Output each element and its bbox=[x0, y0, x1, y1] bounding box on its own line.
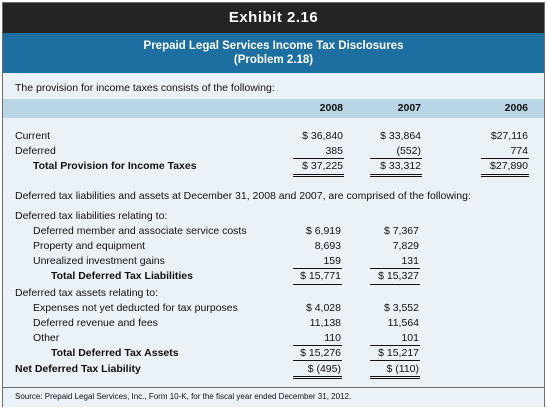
total-liabilities-2007: $ 15,327 bbox=[378, 270, 419, 282]
source-footer bbox=[3, 387, 544, 407]
provision-intro: The provision for income taxes consists of the following: bbox=[15, 82, 275, 94]
asset-row-label: Other bbox=[33, 332, 60, 344]
asset-row-2008: $ 4,028 bbox=[305, 302, 341, 314]
current-label: Current bbox=[15, 130, 51, 142]
total-rule-2008 bbox=[293, 174, 344, 177]
liabilities-subtotal-rule-2008 bbox=[293, 268, 342, 269]
deferred-2007: (552) bbox=[396, 145, 421, 157]
total-liabilities-label: Total Deferred Tax Liabilities bbox=[51, 270, 193, 282]
net-liability-label: Net Deferred Tax Liability bbox=[15, 363, 141, 375]
deferred-2008: 385 bbox=[325, 145, 343, 157]
subtitle-line-2: (Problem 2.18) bbox=[233, 54, 314, 66]
total-provision-label: Total Provision for Income Taxes bbox=[33, 160, 197, 172]
current-2006: $27,116 bbox=[490, 130, 528, 142]
assets-total-rule-2008 bbox=[293, 360, 342, 361]
deferred-label: Deferred bbox=[15, 145, 56, 157]
exhibit-subtitle bbox=[3, 33, 544, 73]
net-liability-2008: $ (495) bbox=[307, 363, 341, 375]
liability-row-2008: $ 6,919 bbox=[305, 225, 341, 237]
current-2008: $ 36,840 bbox=[302, 130, 343, 142]
total-assets-label: Total Deferred Tax Assets bbox=[51, 347, 179, 359]
liability-row-2007: 131 bbox=[401, 255, 419, 267]
liability-row-2008: 8,693 bbox=[314, 240, 341, 252]
liabilities-subtotal-rule-2007 bbox=[370, 268, 420, 269]
net-liability-2007: $ (110) bbox=[386, 363, 419, 375]
year-header-row bbox=[3, 99, 544, 118]
total-assets-2008: $ 15,276 bbox=[300, 347, 341, 359]
asset-row-label: Expenses not yet deducted for tax purposes bbox=[33, 302, 238, 314]
asset-row-2007: 11,564 bbox=[387, 317, 419, 329]
exhibit-panel bbox=[2, 2, 545, 407]
subtitle-line-1: Prepaid Legal Services Income Tax Disclosures bbox=[143, 40, 404, 52]
asset-row-label: Deferred revenue and fees bbox=[33, 317, 158, 329]
net-total-rule-2008 bbox=[293, 376, 342, 379]
total-rule-2006 bbox=[481, 174, 529, 177]
total-provision-2007: $ 33,312 bbox=[380, 160, 421, 172]
total-rule-2007 bbox=[370, 174, 422, 177]
subtotal-rule-2006 bbox=[481, 158, 529, 159]
liability-row-2008: 159 bbox=[323, 255, 341, 267]
year-header-2008: 2008 bbox=[319, 102, 343, 114]
subtotal-rule-2007 bbox=[370, 158, 422, 159]
deferred-2006: 774 bbox=[510, 145, 528, 157]
total-liabilities-2008: $ 15,771 bbox=[300, 270, 341, 282]
total-assets-2007: $ 15,217 bbox=[378, 347, 419, 359]
liability-row-label: Deferred member and associate service costs bbox=[33, 225, 247, 237]
year-header-2007: 2007 bbox=[397, 102, 421, 114]
liability-row-2007: 7,829 bbox=[392, 240, 419, 252]
liabilities-total-rule-2007 bbox=[370, 284, 420, 285]
total-provision-2006: $27,890 bbox=[490, 160, 528, 172]
assets-subtotal-rule-2007 bbox=[370, 345, 420, 346]
asset-row-2008: 11,138 bbox=[309, 317, 341, 329]
current-2007: $ 33,864 bbox=[380, 130, 421, 142]
liabilities-heading: Deferred tax liabilities relating to: bbox=[15, 210, 168, 222]
net-total-rule-2007 bbox=[370, 376, 420, 379]
asset-row-2007: 101 bbox=[401, 332, 419, 344]
liability-row-2007: $ 7,367 bbox=[383, 225, 419, 237]
asset-row-2007: $ 3,552 bbox=[383, 302, 419, 314]
asset-row-2008: 110 bbox=[324, 332, 341, 344]
subtotal-rule-2008 bbox=[293, 158, 344, 159]
assets-subtotal-rule-2008 bbox=[293, 345, 342, 346]
liability-row-label: Property and equipment bbox=[33, 240, 146, 252]
assets-heading: Deferred tax assets relating to: bbox=[15, 287, 158, 299]
liability-row-label: Unrealized investment gains bbox=[33, 255, 165, 267]
deferred-intro: Deferred tax liabilities and assets at December 31, 2008 and 2007, are comprised of the following: bbox=[15, 190, 471, 202]
total-provision-2008: $ 37,225 bbox=[302, 160, 343, 172]
source-note: Source: Prepaid Legal Services, Inc., Form 10-K, for the fiscal year ended December 31, 2012. bbox=[15, 392, 352, 401]
assets-total-rule-2007 bbox=[370, 360, 420, 361]
exhibit-title: Exhibit 2.16 bbox=[3, 3, 544, 33]
liabilities-total-rule-2008 bbox=[293, 284, 342, 285]
year-header-2006: 2006 bbox=[504, 102, 528, 114]
